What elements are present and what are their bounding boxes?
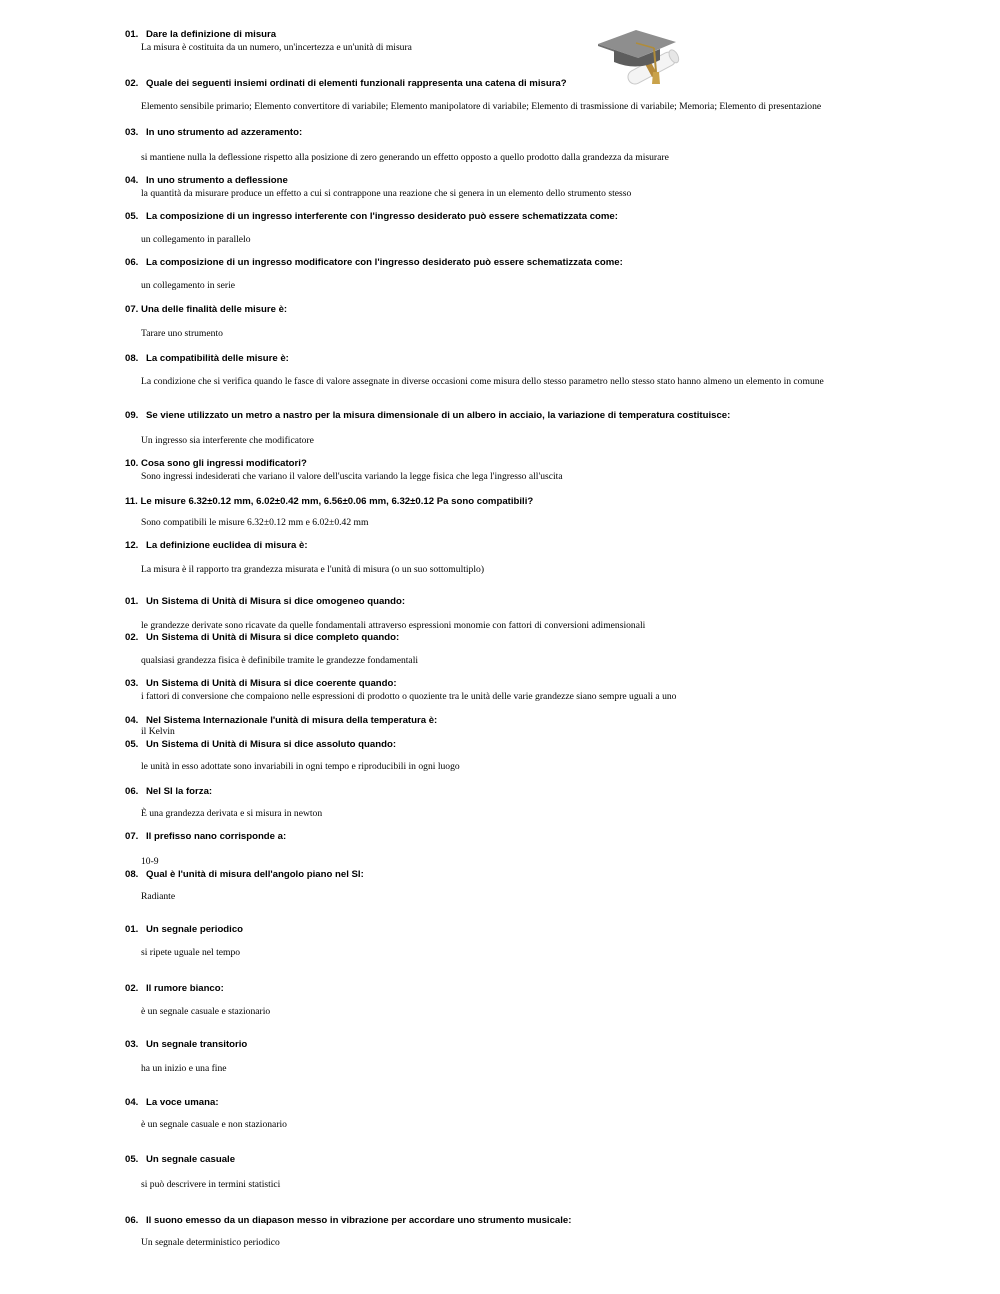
answer-3-1: si ripete uguale nel tempo — [141, 947, 241, 958]
answer-1-1: La misura è costituita da un numero, un'incertezza e un'unità di misura — [141, 42, 412, 53]
answer-2-5: le unità in esso adottate sono invariabili in ogni tempo e riproducibili in ogni luogo — [141, 761, 460, 772]
question-1-3: 03. In uno strumento ad azzeramento: — [125, 127, 303, 138]
answer-2-8: Radiante — [141, 891, 176, 902]
question-1-5: 05. La composizione di un ingresso interferente con l'ingresso desiderato può essere schematizzata come: — [125, 211, 618, 222]
answer-2-4: il Kelvin — [141, 726, 175, 737]
question-3-5: 05. Un segnale casuale — [125, 1154, 236, 1165]
answer-1-11: Sono compatibili le misure 6.32±0.12 mm e 6.02±0.42 mm — [141, 517, 369, 528]
question-1-12: 12. La definizione euclidea di misura è: — [125, 540, 308, 551]
question-2-3: 03. Un Sistema di Unità di Misura si dice coerente quando: — [125, 678, 397, 689]
answer-1-10: Sono ingressi indesiderati che variano il valore dell'uscita variando la legge fisica che lega l'ingresso all'uscita — [141, 471, 563, 482]
answer-1-9: Un ingresso sia interferente che modificatore — [141, 435, 314, 446]
question-2-4: 04. Nel Sistema Internazionale l'unità di misura della temperatura è: — [125, 715, 438, 726]
question-2-6: 06. Nel SI la forza: — [125, 786, 213, 797]
question-1-10: 10. Cosa sono gli ingressi modificatori? — [125, 458, 307, 469]
answer-1-5: un collegamento in parallelo — [141, 234, 251, 245]
question-1-9: 09. Se viene utilizzato un metro a nastro per la misura dimensionale di un albero in acciaio, la variazione di temperatura costituisce: — [125, 410, 731, 421]
answer-1-8: La condizione che si verifica quando le fasce di valore assegnate in diverse occasioni come misura dello stesso parametro nello stesso stato hanno almeno un elemento in comune — [141, 376, 824, 387]
graduation-cap-diploma-icon — [596, 28, 688, 90]
question-1-11: 11. Le misure 6.32±0.12 mm, 6.02±0.42 mm, 6.56±0.06 mm, 6.32±0.12 Pa sono compatibili? — [125, 496, 534, 507]
answer-2-1: le grandezze derivate sono ricavate da quelle fondamentali attraverso espressioni monomie con fattori di conversioni adimensionali — [141, 620, 646, 631]
answer-1-12: La misura è il rapporto tra grandezza misurata e l'unità di misura (o un suo sottomultiplo) — [141, 564, 485, 575]
question-1-8: 08. La compatibilità delle misure è: — [125, 353, 289, 364]
question-1-4: 04. In uno strumento a deflessione — [125, 175, 288, 186]
answer-1-7: Tarare uno strumento — [141, 328, 223, 339]
question-3-6: 06. Il suono emesso da un diapason messo in vibrazione per accordare uno strumento musicale: — [125, 1215, 572, 1226]
answer-1-2: Elemento sensibile primario; Elemento convertitore di variabile; Elemento manipolatore di variabile; Elemento di trasmissione di variabile; Memoria; Elemento di presentazione — [141, 101, 822, 112]
answer-2-3: i fattori di conversione che compaiono nelle espressioni di prodotto o quoziente tra le unità delle varie grandezze siano sempre uguali a uno — [141, 691, 677, 702]
answer-3-3: ha un inizio e una fine — [141, 1063, 227, 1074]
question-3-3: 03. Un segnale transitorio — [125, 1039, 248, 1050]
question-2-5: 05. Un Sistema di Unità di Misura si dice assoluto quando: — [125, 739, 397, 750]
answer-3-5: si può descrivere in termini statistici — [141, 1179, 281, 1190]
answer-2-6: È una grandezza derivata e si misura in newton — [141, 808, 323, 819]
answer-2-2: qualsiasi grandezza fisica è definibile tramite le grandezze fondamentali — [141, 655, 419, 666]
answer-3-4: è un segnale casuale e non stazionario — [141, 1119, 287, 1130]
answer-3-6: Un segnale deterministico periodico — [141, 1237, 280, 1248]
answer-3-2: è un segnale casuale e stazionario — [141, 1006, 271, 1017]
question-2-8: 08. Qual è l'unità di misura dell'angolo piano nel SI: — [125, 869, 364, 880]
question-1-2: 02. Quale dei seguenti insiemi ordinati di elementi funzionali rappresenta una catena di misura? — [125, 78, 567, 89]
question-3-1: 01. Un segnale periodico — [125, 924, 244, 935]
question-1-1: 01. Dare la definizione di misura — [125, 29, 277, 40]
question-2-7: 07. Il prefisso nano corrisponde a: — [125, 831, 287, 842]
answer-1-4: la quantità da misurare produce un effetto a cui si contrappone una reazione che si genera in un elemento dello strumento stesso — [141, 188, 632, 199]
question-1-6: 06. La composizione di un ingresso modificatore con l'ingresso desiderato può essere schematizzata come: — [125, 257, 623, 268]
answer-1-6: un collegamento in serie — [141, 280, 236, 291]
question-3-2: 02. Il rumore bianco: — [125, 983, 224, 994]
answer-1-3: si mantiene nulla la deflessione rispetto alla posizione di zero generando un effetto opposto a quello prodotto dalla grandezza da misurare — [141, 152, 669, 163]
question-2-2: 02. Un Sistema di Unità di Misura si dice completo quando: — [125, 632, 400, 643]
question-3-4: 04. La voce umana: — [125, 1097, 219, 1108]
question-2-1: 01. Un Sistema di Unità di Misura si dice omogeneo quando: — [125, 596, 406, 607]
question-1-7: 07. Una delle finalità delle misure è: — [125, 304, 288, 315]
answer-2-7: 10-9 — [141, 856, 159, 867]
